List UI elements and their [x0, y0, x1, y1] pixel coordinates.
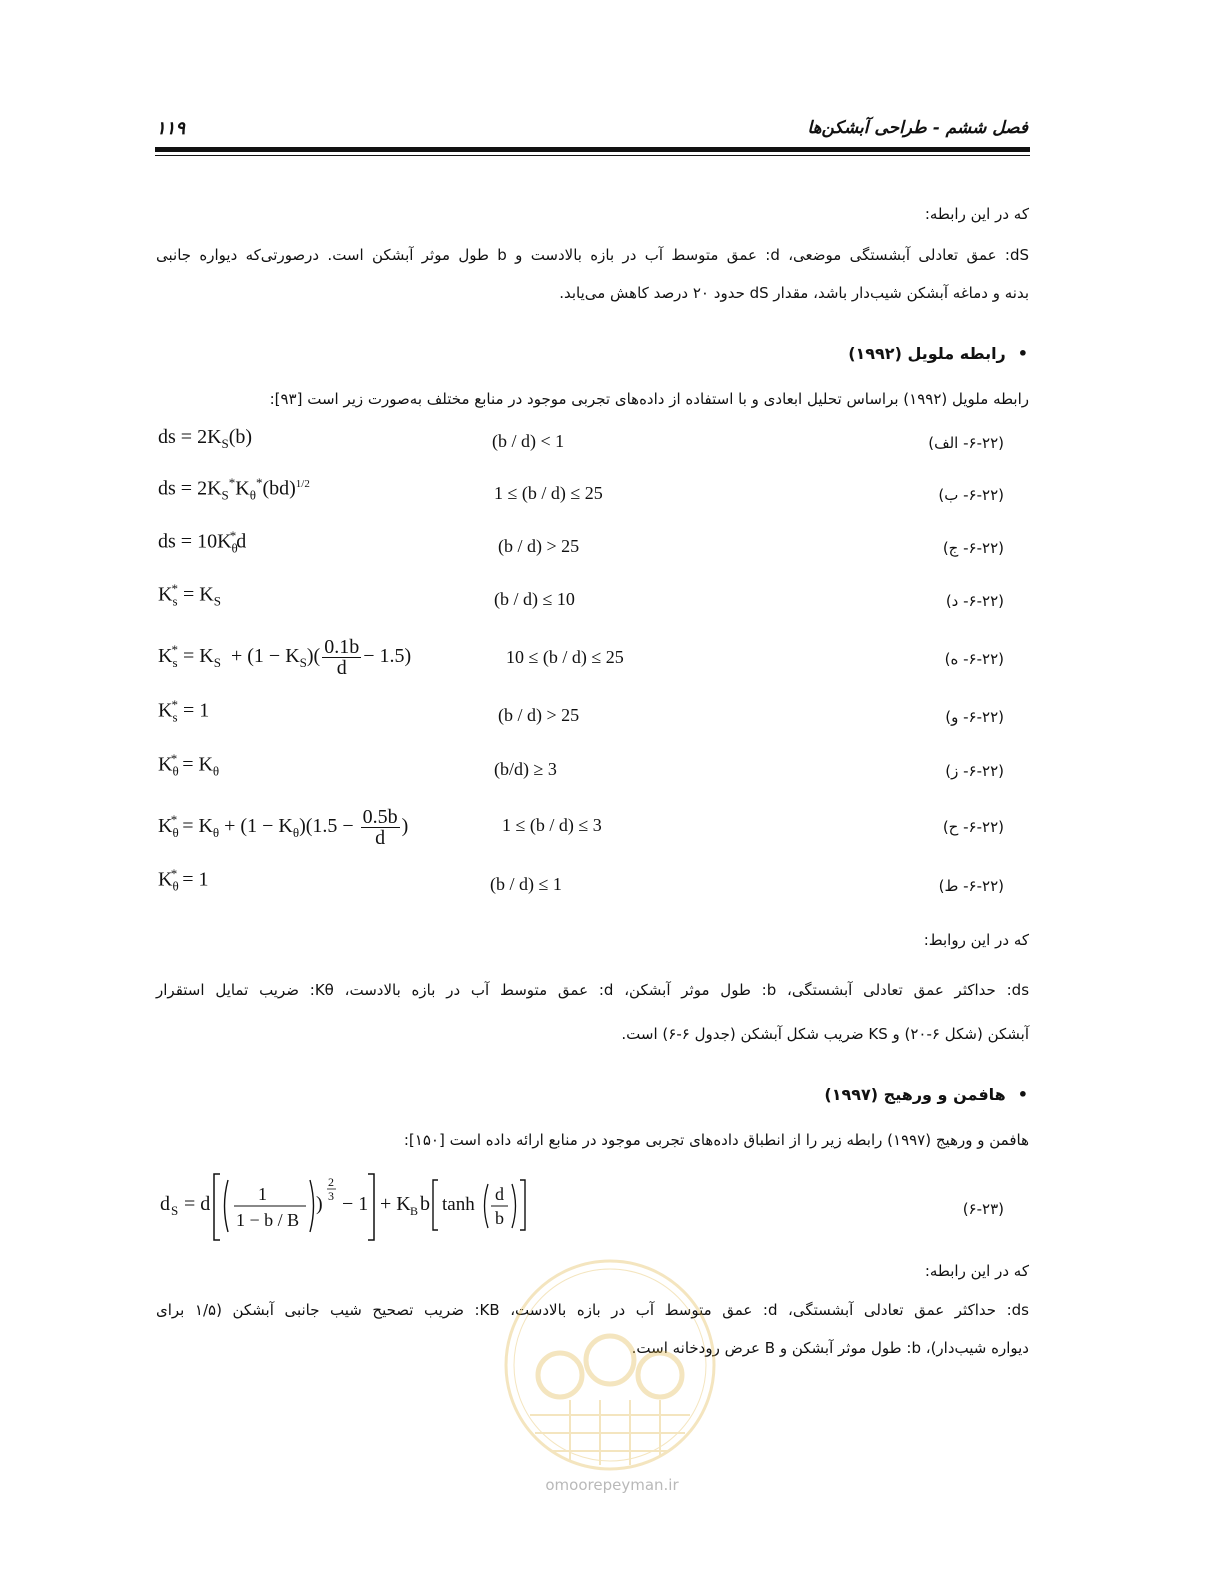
section-title: رابطه ملویل (۱۹۹۲) — [848, 344, 1006, 363]
svg-text:tanh: tanh — [442, 1194, 475, 1215]
equation-number: (۶-۲۲- و) — [945, 708, 1004, 726]
page-number: ۱۱۹ — [156, 118, 186, 139]
header-rule-thin — [155, 155, 1030, 156]
equation-condition: (b / d) ≤ 10 — [494, 589, 575, 609]
equation-number: (۶-۲۲- الف) — [928, 434, 1004, 452]
equation-6-22e — [158, 628, 1004, 682]
equation-6-22i — [158, 861, 1004, 901]
svg-text:S: S — [171, 1203, 179, 1218]
equation-condition: 1 ≤ (b / d) ≤ 25 — [494, 483, 603, 503]
section1-after: که در این روابط: — [923, 931, 1029, 949]
equation-formula: $K_\theta^* = K_\theta + (1 - K_\theta)(1.5$ − $\frac{0.5b}{d}$ ) — [158, 806, 409, 849]
equation-condition: (b/d) ≥ 3 — [494, 759, 557, 779]
equation-number: (۶-۲۲- د) — [945, 592, 1004, 610]
chapter-title: فصل ششم - طراحی آبشکن‌ها — [807, 118, 1028, 138]
section2-definition-2: دیواره شیب‌دار)، b: طول موثر آبشکن و B عرض رودخانه است. — [631, 1339, 1029, 1357]
equation-formula: $K_s^* = K_S + (1 - K_S)$( $\frac{0.1b}{d}$ − 1.5) — [158, 636, 412, 679]
section-title: هافمن و ورهیج (۱۹۹۷) — [824, 1085, 1006, 1104]
bullet-icon: • — [1017, 344, 1028, 363]
bullet-icon: • — [1017, 1085, 1028, 1104]
equation-formula: $K_\theta^* = 1$ — [158, 866, 209, 894]
intro-line-1: که در این رابطه: — [924, 205, 1029, 223]
section2-intro: هافمن و ورهیج (۱۹۹۷) رابطه زیر را از انطباق داده‌های تجربی موجود در منابع ارائه داده است [۱۵۰]: — [403, 1131, 1029, 1149]
svg-text:b: b — [420, 1193, 430, 1215]
equation-6-22c — [158, 523, 1004, 563]
equation-number: (۶-۲۲- ط) — [938, 877, 1004, 895]
equation-6-22g — [158, 746, 1004, 786]
svg-text:+ K: + K — [380, 1193, 411, 1215]
equation-formula: $K_\theta^* = K_\theta$ — [158, 751, 220, 779]
section1-definition-1: ds: حداکثر عمق تعادلی آبشستگی، b: طول موثر آبشکن، d: عمق متوسط آب در بازه بالادست، Kθ: ضریب تمایل استقرار — [156, 981, 1030, 999]
equation-number: (۶-۲۲- ه) — [944, 650, 1004, 668]
equation-condition: (b / d) < 1 — [492, 431, 565, 451]
equation-condition: (b / d) ≤ 1 — [490, 874, 562, 894]
equation-number: (۶-۲۲- ج) — [942, 539, 1004, 557]
equation-formula: ds = $10K_\theta^*d$ — [158, 528, 247, 556]
svg-text:b: b — [495, 1208, 504, 1228]
equation-condition: 1 ≤ (b / d) ≤ 3 — [502, 815, 602, 835]
equation-condition: 10 ≤ (b / d) ≤ 25 — [506, 647, 624, 667]
equation-formula: $K_s^* = K_S$ — [158, 581, 221, 609]
section2-after: که در این رابطه: — [924, 1262, 1029, 1280]
svg-text:− 1: − 1 — [342, 1193, 369, 1215]
equation-6-23 — [158, 1166, 1004, 1246]
section-heading-melville — [848, 344, 1028, 363]
equation-number: (۶-۲۲- ح) — [942, 818, 1004, 836]
intro-line-2: dS: عمق تعادلی آبشستگی موضعی، d: عمق متوسط آب در بازه بالادست و b طول موثر آبشکن است. درصورتی‌که دیواره جانبی — [156, 246, 1030, 264]
equation-6-22b — [158, 470, 1004, 510]
svg-text:= d: = d — [184, 1193, 211, 1215]
svg-text:2: 2 — [328, 1175, 334, 1189]
equation-6-22d — [158, 576, 1004, 616]
svg-text:): ) — [316, 1193, 323, 1215]
equation-number: (۶-۲۲- ز) — [945, 762, 1004, 780]
watermark-site: omoorepeyman.ir — [545, 1476, 679, 1494]
section2-definition-1: ds: حداکثر عمق تعادلی آبشستگی، d: عمق متوسط آب در بازه بالادست، KB: ضریب تصحیح شیب جانبی آبشکن (۱/۵ برای — [156, 1301, 1029, 1319]
equation-formula: ds = $2K_S^*K_\theta^*(bd)^{1/2}$ — [158, 475, 310, 503]
equation-formula: $K_s^* = 1$ — [158, 697, 210, 725]
equation-6-22a — [158, 418, 1004, 458]
svg-text:1 − b / B: 1 − b / B — [236, 1210, 300, 1230]
section-heading-hoffmans — [824, 1085, 1028, 1104]
watermark-logo — [500, 1255, 720, 1475]
svg-text:3: 3 — [328, 1189, 334, 1203]
header-rule-thick — [155, 147, 1030, 152]
intro-line-3: بدنه و دماغه آبشکن شیب‌دار باشد، مقدار dS حدود ۲۰ درصد کاهش می‌یابد. — [559, 284, 1029, 302]
section1-definition-2: آبشکن (شکل ۶-۲۰) و KS ضریب شکل آبشکن (جدول ۶-۶) است. — [621, 1025, 1029, 1043]
equation-number: (۶-۲۲- ب) — [938, 486, 1004, 504]
svg-text:d: d — [160, 1193, 170, 1215]
svg-text:d: d — [495, 1184, 504, 1204]
section1-intro: رابطه ملویل (۱۹۹۲) براساس تحلیل ابعادی و با استفاده از داده‌های تجربی موجود در منابع مختلف به‌صورت زیر است [۹۳]: — [269, 390, 1029, 408]
svg-text:B: B — [410, 1204, 419, 1218]
equation-6-22h — [158, 796, 1004, 854]
equation-6-22f — [158, 692, 1004, 732]
equation-condition: (b / d) > 25 — [498, 536, 580, 556]
equation-formula — [158, 1166, 678, 1246]
svg-text:1: 1 — [258, 1184, 267, 1204]
equation-condition: (b / d) > 25 — [498, 705, 580, 725]
equation-formula: ds = $2K_S(b)$ — [158, 426, 253, 451]
equation-number: (۶-۲۳) — [962, 1200, 1004, 1218]
